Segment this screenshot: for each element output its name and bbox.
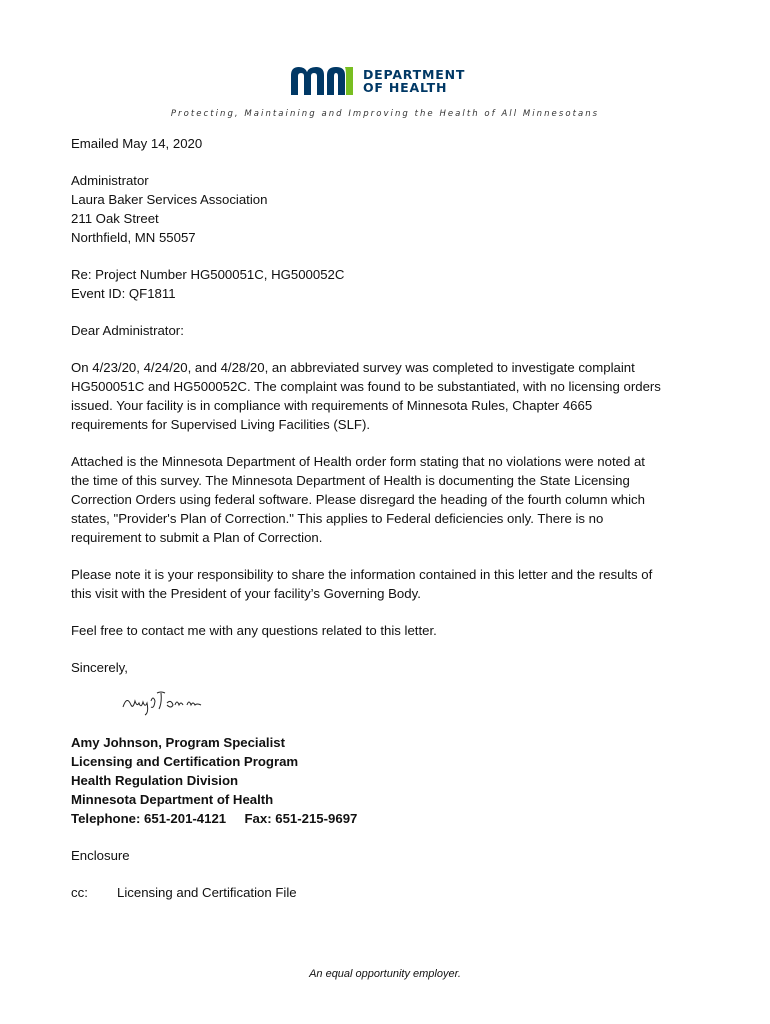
signer-line: Amy Johnson, Program Specialist (71, 735, 285, 750)
letterhead (0, 58, 770, 128)
recipient-address (71, 171, 701, 247)
signature-image (121, 687, 231, 717)
salutation: Dear Administrator: (71, 323, 184, 338)
tagline: Protecting, Maintaining and Improving the Health of All Minnesotans (170, 109, 600, 119)
cc-label: cc: (71, 885, 88, 900)
reference-line: Re: Project Number HG500051C, HG500052C (71, 267, 345, 282)
closing: Sincerely, (71, 660, 128, 675)
mdh-logo (289, 64, 479, 98)
logo-line-1: DEPARTMENT (363, 67, 466, 82)
paragraph-survey (71, 358, 701, 434)
paragraph-line: Please note it is your responsibility to share the information contained in this letter and the results of (71, 567, 653, 582)
paragraph-line: Attached is the Minnesota Department of Health order form stating that no violations were noted at (71, 454, 645, 469)
letter-body (71, 134, 701, 902)
logo-wordmark (363, 68, 465, 94)
mn-logo-icon (289, 65, 355, 97)
signer-block (71, 733, 701, 828)
address-line: 211 Oak Street (71, 211, 159, 226)
paragraph-responsibility (71, 565, 701, 603)
paragraph-line: requirement to submit a Plan of Correction. (71, 530, 323, 545)
paragraph-line: this visit with the President of your facility’s Governing Body. (71, 586, 421, 601)
enclosure: Enclosure (71, 848, 130, 863)
paragraph-line: the time of this survey. The Minnesota Department of Health is documenting the State Licensing (71, 473, 630, 488)
cc-value: Licensing and Certification File (117, 885, 297, 900)
paragraph-line: Correction Orders using federal software. Please disregard the heading of the fourth column which (71, 492, 645, 507)
reference-line: Event ID: QF1811 (71, 286, 176, 301)
paragraph-line: HG500051C and HG500052C. The complaint was found to be substantiated, with no licensing orders (71, 379, 661, 394)
paragraph-attachment (71, 452, 701, 547)
paragraph-contact (71, 621, 701, 640)
signer-line: Minnesota Department of Health (71, 792, 274, 807)
footer-note: An equal opportunity employer. (309, 968, 461, 980)
handwritten-signature (71, 683, 701, 733)
reference-block (71, 265, 701, 303)
paragraph-line: On 4/23/20, 4/24/20, and 4/28/20, an abbreviated survey was completed to investigate complaint (71, 360, 635, 375)
paragraph-line: Feel free to contact me with any questions related to this letter. (71, 623, 437, 638)
address-line: Northfield, MN 55057 (71, 230, 196, 245)
paragraph-line: issued. Your facility is in compliance with requirements of Minnesota Rules, Chapter 4665 (71, 398, 593, 413)
cc-row (71, 883, 701, 902)
letter-date: Emailed May 14, 2020 (71, 136, 203, 151)
signer-line: Health Regulation Division (71, 773, 239, 788)
paragraph-line: states, "Provider's Plan of Correction." This applies to Federal deficiencies only. There is no (71, 511, 604, 526)
address-line: Laura Baker Services Association (71, 192, 268, 207)
paragraph-line: requirements for Supervised Living Facilities (SLF). (71, 417, 371, 432)
signer-line: Licensing and Certification Program (71, 754, 299, 769)
logo-line-2: OF HEALTH (363, 80, 448, 95)
address-line: Administrator (71, 173, 149, 188)
signer-contact: Telephone: 651-201-4121 Fax: 651-215-9697 (71, 811, 358, 826)
